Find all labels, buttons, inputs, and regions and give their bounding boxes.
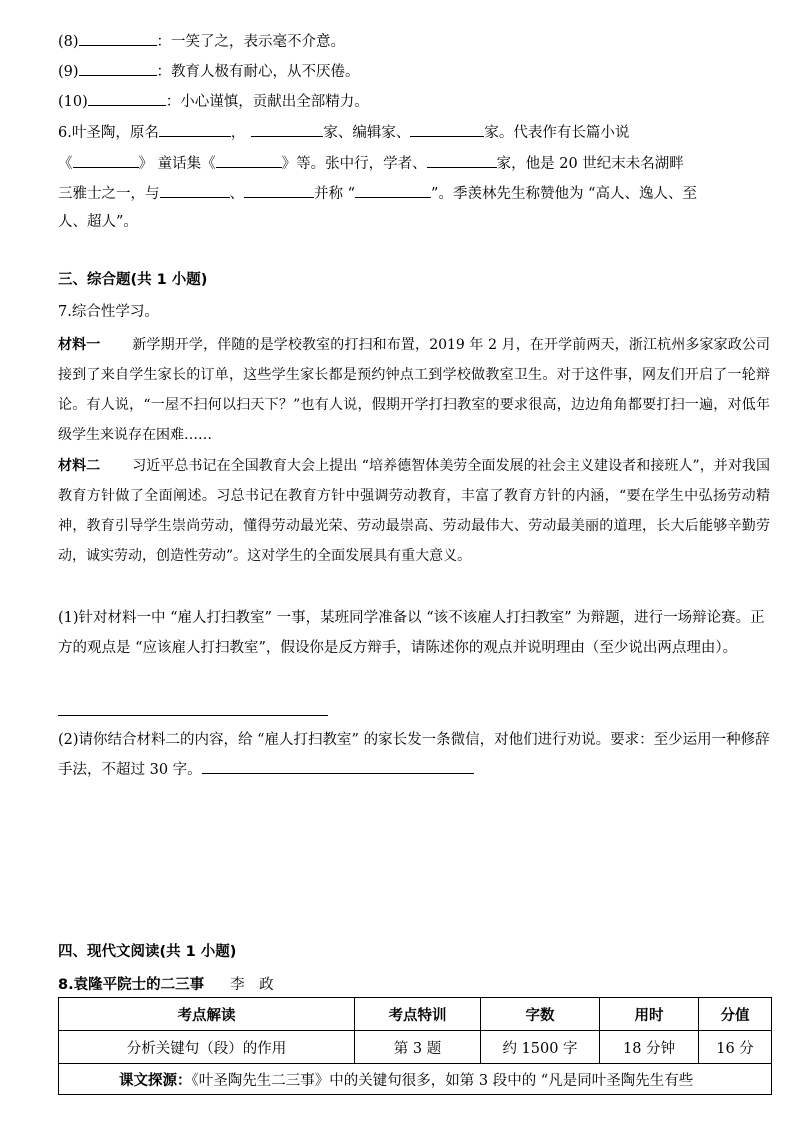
- answer-blank[interactable]: [88, 90, 166, 106]
- q6-text: 家。代表作有长篇小说: [484, 125, 630, 141]
- q6-text: 三雅士之一，与: [58, 186, 160, 202]
- table-source-row: [59, 1064, 772, 1095]
- answer-line-1[interactable]: [58, 700, 328, 716]
- q6-text: 《: [58, 156, 73, 172]
- table-cell: 18 分钟: [600, 1031, 699, 1064]
- q7-subquestion-1: (1)针对材料一中 “雇人打扫教室” 一事，某班同学准备以 “该不该雇人打扫教室” 为辩题，进行一场辩论赛。正方的观点是 “应该雇人打扫教室”，假设你是反方辩手，请陈述你的观点并说明理由（至少说出两点理由）。: [58, 610, 765, 656]
- answer-blank[interactable]: [251, 121, 323, 137]
- answer-blank[interactable]: [355, 182, 431, 198]
- exam-info-table: [58, 997, 772, 1095]
- answer-blank[interactable]: [159, 121, 231, 137]
- item-text: ：一笑了之，表示毫不介意。: [156, 34, 346, 50]
- q6-text: 家、编辑家、: [323, 125, 411, 141]
- table-header-cell: 字数: [481, 998, 600, 1031]
- table-header-cell: 用时: [600, 998, 699, 1031]
- item-number: (8): [58, 34, 79, 50]
- q7-subquestion-2: [58, 725, 770, 785]
- answer-blank[interactable]: [73, 152, 139, 168]
- q6-text: 家，他是 20 世纪末未名湖畔: [496, 156, 684, 172]
- q6-text: ，: [230, 125, 246, 141]
- answer-blank[interactable]: [160, 182, 230, 198]
- q6-text: 、: [229, 186, 244, 202]
- section-3-title: 三、综合题(共 1 小题): [58, 272, 208, 288]
- source-label: 课文探源：: [119, 1072, 192, 1089]
- answer-blank[interactable]: [216, 152, 282, 168]
- table-cell: 16 分: [699, 1031, 772, 1064]
- q6-text: 6.叶圣陶，原名: [58, 125, 159, 141]
- q6-text: 并称 “: [314, 186, 356, 202]
- q8-heading: [58, 975, 274, 995]
- source-cell: [59, 1064, 772, 1095]
- q5-item-10: [58, 90, 369, 112]
- q6-text: 》 童话集《: [138, 156, 216, 172]
- answer-blank[interactable]: [79, 30, 157, 46]
- table-header-cell: 考点解读: [59, 998, 355, 1031]
- q5-item-8: [58, 30, 345, 52]
- article-title: 8.袁隆平院士的二三事: [58, 977, 205, 993]
- q6-line-1: [58, 121, 629, 143]
- source-text: 《叶圣陶先生二三事》中的关键句很多，如第 3 段中的 “凡是同叶圣陶先生有些: [191, 1072, 694, 1089]
- table-cell: 第 3 题: [355, 1031, 481, 1064]
- answer-blank[interactable]: [244, 182, 314, 198]
- section-4-title: 四、现代文阅读(共 1 小题): [58, 944, 237, 960]
- answer-blank[interactable]: [79, 60, 157, 76]
- answer-line-2[interactable]: [202, 758, 474, 774]
- q6-text: 》等。张中行，学者、: [281, 156, 427, 172]
- q7-intro: 7.综合性学习。: [58, 304, 159, 320]
- item-text: ：小心谨慎，贡献出全部精力。: [165, 94, 369, 110]
- material-1-text: 新学期开学，伴随的是学校教室的打扫和布置，2019 年 2 月，在开学前两天，浙江杭州多家家政公司接到了来自学生家长的订单，这些学生家长都是预约钟点工到学校做教室卫生。对于这件事，网友们开启了一轮辩论。有人说，“一屋不扫何以扫天下？”也有人说，假期开学打扫教室的要求很高，边边角角都要打扫一遍，对低年级学生来说存在困难……: [58, 337, 771, 443]
- q6-line-4: [58, 212, 138, 232]
- article-author: 李 政: [230, 977, 274, 993]
- q6-text: ”。季羡林先生称赞他为 “高人、逸人、至: [431, 186, 697, 202]
- q6-line-2: [58, 152, 684, 174]
- q6-text: 人、超人”。: [58, 214, 138, 230]
- material-2-label: 材料二: [58, 458, 101, 474]
- material-2-text: 习近平总书记在全国教育大会上提出 “培养德智体美劳全面发展的社会主义建设者和接班人”，并对我国教育方针做了全面阐述。习总书记在教育方针中强调劳动教育，丰富了教育方针的内涵，“要在学生中弘扬劳动精神，教育引导学生崇尚劳动，懂得劳动最光荣、劳动最崇高、劳动最伟大、劳动最美丽的道理，长大后能够辛勤劳动，诚实劳动，创造性劳动”。这对学生的全面发展具有重大意义。: [58, 458, 771, 564]
- table-cell: 分析关键句（段）的作用: [59, 1031, 355, 1064]
- q6-line-3: [58, 182, 697, 204]
- q5-item-9: [58, 60, 360, 82]
- item-number: (10): [58, 94, 88, 110]
- table-header-row: [59, 998, 772, 1031]
- material-1: [58, 330, 770, 450]
- answer-blank[interactable]: [410, 121, 484, 137]
- subquestion-2-text: (2)请你结合材料二的内容，给 “雇人打扫教室” 的家长发一条微信，对他们进行劝说。要求：至少运用一种修辞手法，不超过 30 字。: [58, 732, 770, 778]
- table-header-cell: 分值: [699, 998, 772, 1031]
- table-cell: 约 1500 字: [481, 1031, 600, 1064]
- item-number: (9): [58, 64, 79, 80]
- answer-blank[interactable]: [427, 152, 497, 168]
- material-1-label: 材料一: [58, 337, 101, 353]
- item-text: ：教育人极有耐心，从不厌倦。: [156, 64, 360, 80]
- material-2: [58, 451, 770, 571]
- table-header-cell: 考点特训: [355, 998, 481, 1031]
- table-row: [59, 1031, 772, 1064]
